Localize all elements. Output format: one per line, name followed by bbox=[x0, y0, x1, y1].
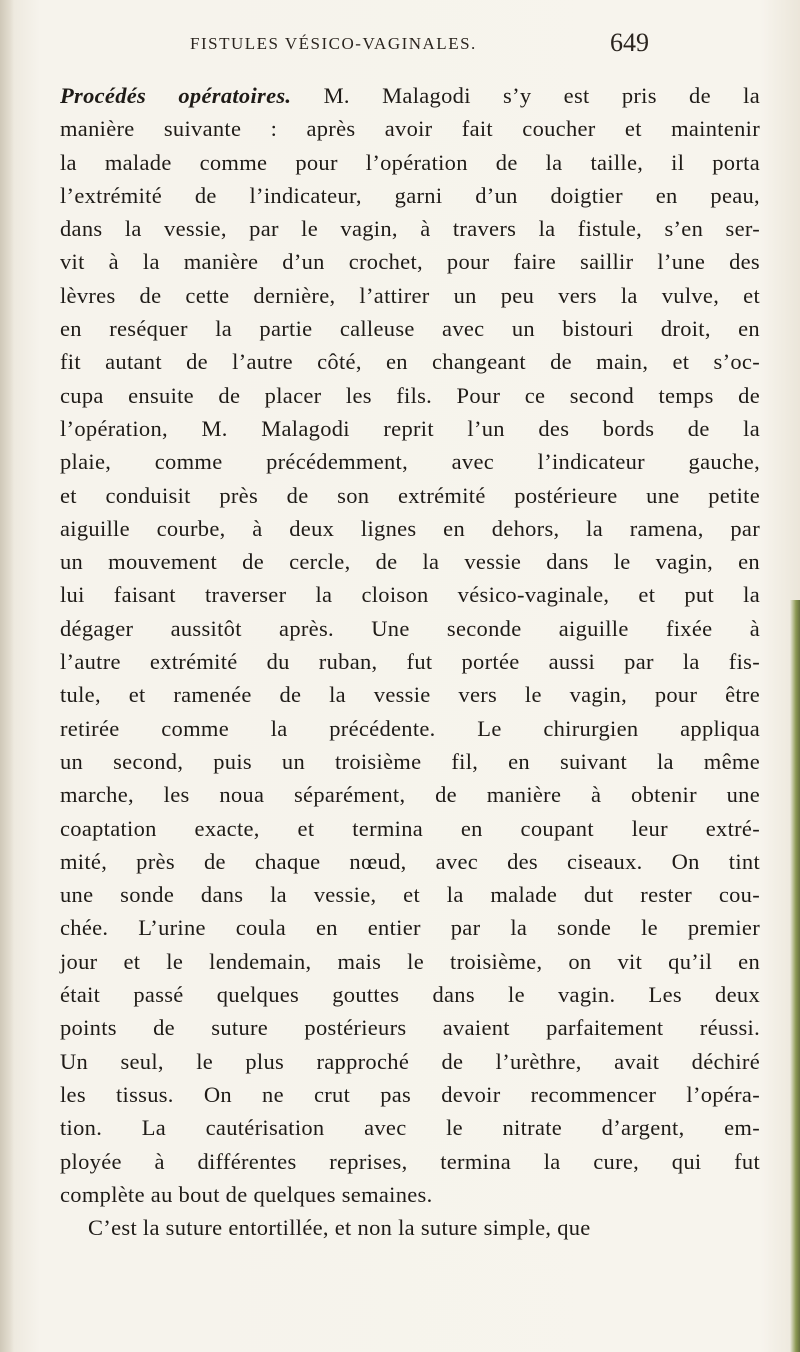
text-line: Un seul, le plus rapproché de l’urèthre, avait déchiré bbox=[60, 1048, 760, 1074]
text-line: plaie, comme précédemment, avec l’indicateur gauche, bbox=[60, 449, 760, 475]
text-line: chée. L’urine coula en entier par la sonde le premier bbox=[60, 915, 760, 941]
text-line: manière suivante : après avoir fait coucher et maintenir bbox=[60, 116, 760, 142]
text-line: vit à la manière d’un crochet, pour faire saillir l’une des bbox=[60, 249, 760, 275]
running-title: FISTULES VÉSICO-VAGINALES. bbox=[190, 34, 477, 53]
text-line: complète au bout de quelques semaines. bbox=[60, 1181, 433, 1207]
text-line bbox=[60, 79, 760, 112]
text-line: l’opération, M. Malagodi reprit l’un des bords de la bbox=[60, 415, 760, 441]
text-line: points de suture postérieurs avaient parfaitement réussi. bbox=[60, 1015, 760, 1041]
page-number: 649 bbox=[610, 28, 649, 57]
text-line: les tissus. On ne crut pas devoir recommencer l’opéra- bbox=[60, 1081, 760, 1107]
text-line: jour et le lendemain, mais le troisième, on vit qu’il en bbox=[60, 948, 760, 974]
text-line-final: C’est la suture entortillée, et non la suture simple, que bbox=[88, 1215, 591, 1241]
text-line: retirée comme la précédente. Le chirurgien appliqua bbox=[60, 715, 760, 741]
text-line: lèvres de cette dernière, l’attirer un peu vers la vulve, et bbox=[60, 282, 760, 308]
text-line: l’extrémité de l’indicateur, garni d’un doigtier en peau, bbox=[60, 182, 760, 208]
text-line: la malade comme pour l’opération de la taille, il porta bbox=[60, 149, 760, 175]
text-line: fit autant de l’autre côté, en changeant de main, et s’oc- bbox=[60, 349, 760, 375]
text-line: aiguille courbe, à deux lignes en dehors, la ramena, par bbox=[60, 515, 760, 541]
text-line: l’autre extrémité du ruban, fut portée aussi par la fis- bbox=[60, 649, 760, 675]
body-text bbox=[60, 79, 760, 1244]
text-line: mité, près de chaque nœud, avec des ciseaux. On tint bbox=[60, 848, 760, 874]
page-header bbox=[190, 28, 660, 64]
section-heading: Procédés opératoires. bbox=[60, 83, 292, 108]
text-line: tule, et ramenée de la vessie vers le vagin, pour être bbox=[60, 682, 760, 708]
text-line: une sonde dans la vessie, et la malade dut rester cou- bbox=[60, 882, 760, 908]
text-line: dans la vessie, par le vagin, à travers la fistule, s’en ser- bbox=[60, 216, 760, 242]
text-line: ployée à différentes reprises, termina la cure, qui fut bbox=[60, 1148, 760, 1174]
text-line: marche, les noua séparément, de manière à obtenir une bbox=[60, 782, 760, 808]
text-line: un mouvement de cercle, de la vessie dans le vagin, en bbox=[60, 549, 760, 575]
paragraph-lines bbox=[60, 112, 760, 1211]
text-line: et conduisit près de son extrémité postérieure une petite bbox=[60, 482, 760, 508]
text-line: en reséquer la partie calleuse avec un bistouri droit, en bbox=[60, 316, 760, 342]
text-line: était passé quelques gouttes dans le vagin. Les deux bbox=[60, 982, 760, 1008]
text-line: tion. La cautérisation avec le nitrate d’argent, em- bbox=[60, 1115, 760, 1141]
page-gutter bbox=[0, 0, 14, 1352]
text-line: coaptation exacte, et termina en coupant leur extré- bbox=[60, 815, 760, 841]
text-line: lui faisant traverser la cloison vésico-vaginale, et put la bbox=[60, 582, 760, 608]
text-line: cupa ensuite de placer les fils. Pour ce second temps de bbox=[60, 382, 760, 408]
page-edge bbox=[790, 600, 800, 1352]
text-line: un second, puis un troisième fil, en suivant la même bbox=[60, 748, 760, 774]
text-line: dégager aussitôt après. Une seconde aiguille fixée à bbox=[60, 615, 760, 641]
text-line-rest: M. Malagodi s’y est pris de la bbox=[291, 83, 760, 108]
